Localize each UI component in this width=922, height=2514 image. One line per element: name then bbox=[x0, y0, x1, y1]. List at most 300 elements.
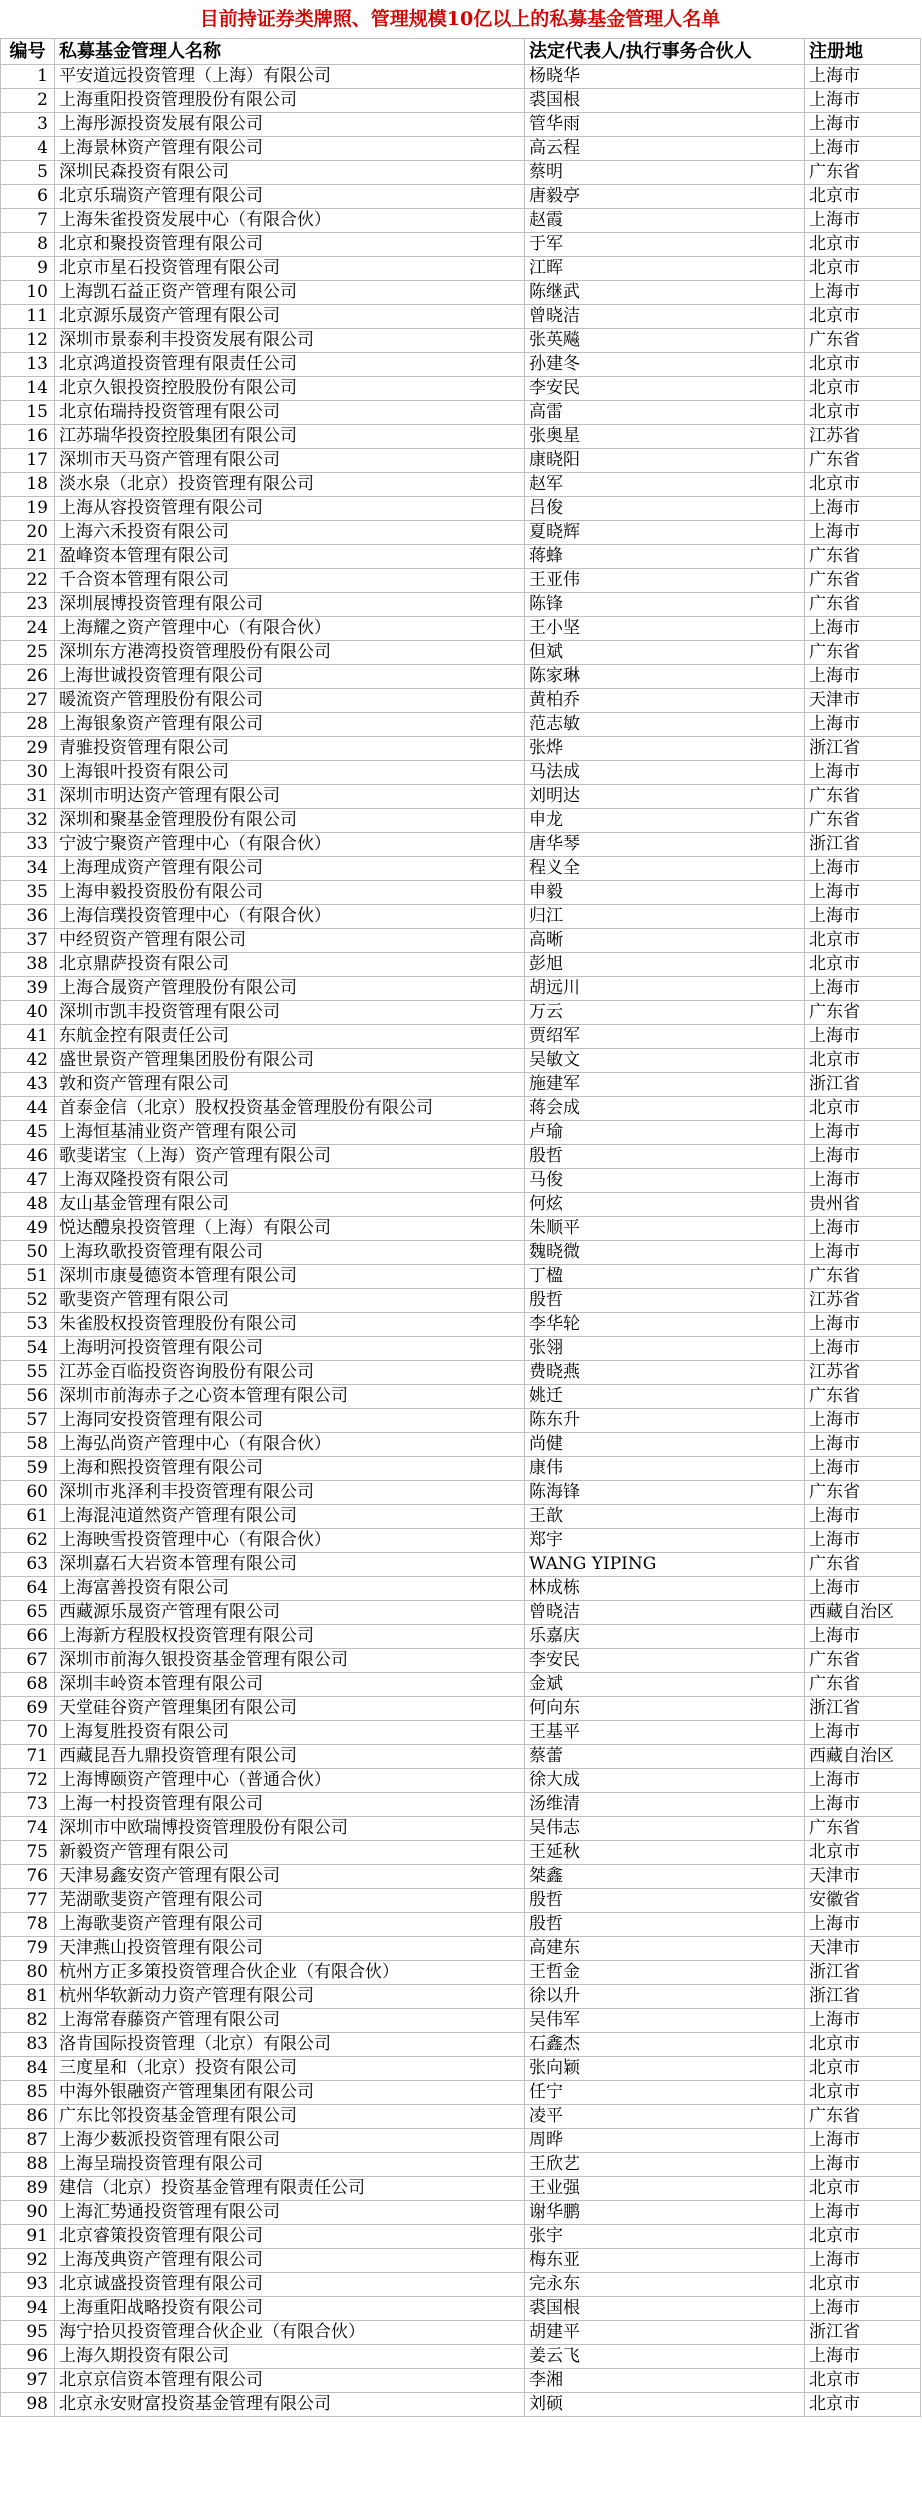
cell-manager-name: 西藏昆吾九鼎投资管理有限公司 bbox=[55, 1745, 525, 1769]
cell-manager-name: 上海映雪投资管理中心（有限合伙） bbox=[55, 1529, 525, 1553]
cell-number: 44 bbox=[1, 1097, 55, 1121]
cell-registration-place: 上海市 bbox=[805, 1625, 921, 1649]
cell-number: 62 bbox=[1, 1529, 55, 1553]
cell-legal-representative: 林成栋 bbox=[525, 1577, 805, 1601]
cell-manager-name: 深圳市中欧瑞博投资管理股份有限公司 bbox=[55, 1817, 525, 1841]
cell-number: 3 bbox=[1, 113, 55, 137]
cell-number: 98 bbox=[1, 2393, 55, 2417]
cell-manager-name: 天堂硅谷资产管理集团有限公司 bbox=[55, 1697, 525, 1721]
cell-number: 52 bbox=[1, 1289, 55, 1313]
cell-registration-place: 北京市 bbox=[805, 401, 921, 425]
cell-number: 9 bbox=[1, 257, 55, 281]
cell-legal-representative: 刘明达 bbox=[525, 785, 805, 809]
cell-registration-place: 北京市 bbox=[805, 953, 921, 977]
cell-manager-name: 深圳东方港湾投资管理股份有限公司 bbox=[55, 641, 525, 665]
table-row bbox=[1, 161, 921, 185]
table-row bbox=[1, 377, 921, 401]
cell-legal-representative: 王小坚 bbox=[525, 617, 805, 641]
table-row bbox=[1, 1073, 921, 1097]
cell-legal-representative: 高晰 bbox=[525, 929, 805, 953]
cell-manager-name: 上海歌斐资产管理有限公司 bbox=[55, 1913, 525, 1937]
cell-manager-name: 上海恒基浦业资产管理有限公司 bbox=[55, 1121, 525, 1145]
table-row bbox=[1, 1217, 921, 1241]
cell-manager-name: 上海朱雀投资发展中心（有限合伙） bbox=[55, 209, 525, 233]
table-row bbox=[1, 713, 921, 737]
cell-number: 50 bbox=[1, 1241, 55, 1265]
cell-manager-name: 江苏金百临投资咨询股份有限公司 bbox=[55, 1361, 525, 1385]
cell-number: 25 bbox=[1, 641, 55, 665]
table-row bbox=[1, 785, 921, 809]
table-row bbox=[1, 449, 921, 473]
cell-manager-name: 上海世诚投资管理有限公司 bbox=[55, 665, 525, 689]
table-row bbox=[1, 1649, 921, 1673]
cell-registration-place: 上海市 bbox=[805, 1169, 921, 1193]
cell-number: 29 bbox=[1, 737, 55, 761]
cell-legal-representative: 管华雨 bbox=[525, 113, 805, 137]
cell-manager-name: 上海富善投资有限公司 bbox=[55, 1577, 525, 1601]
cell-number: 5 bbox=[1, 161, 55, 185]
header-number: 编号 bbox=[1, 39, 55, 65]
cell-manager-name: 建信（北京）投资基金管理有限责任公司 bbox=[55, 2177, 525, 2201]
cell-legal-representative: 范志敏 bbox=[525, 713, 805, 737]
cell-number: 57 bbox=[1, 1409, 55, 1433]
cell-registration-place: 上海市 bbox=[805, 977, 921, 1001]
cell-legal-representative: 张向颖 bbox=[525, 2057, 805, 2081]
cell-legal-representative: 金斌 bbox=[525, 1673, 805, 1697]
table-row bbox=[1, 857, 921, 881]
sheet-title: 目前持证券类牌照、管理规模10亿以上的私募基金管理人名单 bbox=[199, 8, 721, 30]
cell-number: 70 bbox=[1, 1721, 55, 1745]
cell-number: 76 bbox=[1, 1865, 55, 1889]
cell-legal-representative: 高建东 bbox=[525, 1937, 805, 1961]
cell-registration-place: 北京市 bbox=[805, 1049, 921, 1073]
cell-registration-place: 浙江省 bbox=[805, 1985, 921, 2009]
cell-number: 95 bbox=[1, 2321, 55, 2345]
cell-registration-place: 上海市 bbox=[805, 761, 921, 785]
cell-registration-place: 北京市 bbox=[805, 305, 921, 329]
table-row bbox=[1, 1601, 921, 1625]
cell-number: 43 bbox=[1, 1073, 55, 1097]
cell-manager-name: 中海外银融资产管理集团有限公司 bbox=[55, 2081, 525, 2105]
table-row bbox=[1, 1289, 921, 1313]
cell-registration-place: 广东省 bbox=[805, 1817, 921, 1841]
cell-registration-place: 广东省 bbox=[805, 329, 921, 353]
cell-registration-place: 北京市 bbox=[805, 929, 921, 953]
cell-number: 37 bbox=[1, 929, 55, 953]
cell-registration-place: 广东省 bbox=[805, 809, 921, 833]
cell-manager-name: 东航金控有限责任公司 bbox=[55, 1025, 525, 1049]
table-row bbox=[1, 1505, 921, 1529]
cell-legal-representative: 姜云飞 bbox=[525, 2345, 805, 2369]
cell-registration-place: 上海市 bbox=[805, 1145, 921, 1169]
cell-legal-representative: 李华轮 bbox=[525, 1313, 805, 1337]
cell-registration-place: 上海市 bbox=[805, 1217, 921, 1241]
cell-legal-representative: 梅东亚 bbox=[525, 2249, 805, 2273]
cell-legal-representative: 杨晓华 bbox=[525, 65, 805, 89]
cell-manager-name: 深圳丰岭资本管理有限公司 bbox=[55, 1673, 525, 1697]
cell-number: 21 bbox=[1, 545, 55, 569]
cell-registration-place: 北京市 bbox=[805, 2273, 921, 2297]
cell-number: 33 bbox=[1, 833, 55, 857]
cell-number: 36 bbox=[1, 905, 55, 929]
cell-legal-representative: 郑宇 bbox=[525, 1529, 805, 1553]
cell-manager-name: 上海重阳投资管理股份有限公司 bbox=[55, 89, 525, 113]
cell-number: 84 bbox=[1, 2057, 55, 2081]
table-row bbox=[1, 1193, 921, 1217]
cell-number: 77 bbox=[1, 1889, 55, 1913]
cell-manager-name: 上海明河投资管理有限公司 bbox=[55, 1337, 525, 1361]
cell-legal-representative: 归江 bbox=[525, 905, 805, 929]
cell-registration-place: 上海市 bbox=[805, 1769, 921, 1793]
cell-number: 13 bbox=[1, 353, 55, 377]
cell-manager-name: 上海彤源投资发展有限公司 bbox=[55, 113, 525, 137]
cell-registration-place: 上海市 bbox=[805, 1913, 921, 1937]
table-row bbox=[1, 137, 921, 161]
cell-manager-name: 盛世景资产管理集团股份有限公司 bbox=[55, 1049, 525, 1073]
cell-legal-representative: 周晔 bbox=[525, 2129, 805, 2153]
cell-manager-name: 宁波宁聚资产管理中心（有限合伙） bbox=[55, 833, 525, 857]
cell-number: 72 bbox=[1, 1769, 55, 1793]
cell-registration-place: 上海市 bbox=[805, 497, 921, 521]
cell-registration-place: 上海市 bbox=[805, 857, 921, 881]
cell-manager-name: 中经贸资产管理有限公司 bbox=[55, 929, 525, 953]
cell-legal-representative: 高雷 bbox=[525, 401, 805, 425]
table-row bbox=[1, 1337, 921, 1361]
cell-manager-name: 北京久银投资控股股份有限公司 bbox=[55, 377, 525, 401]
cell-registration-place: 广东省 bbox=[805, 593, 921, 617]
table-row bbox=[1, 1241, 921, 1265]
cell-legal-representative: 张英飚 bbox=[525, 329, 805, 353]
cell-number: 61 bbox=[1, 1505, 55, 1529]
cell-manager-name: 歌斐诺宝（上海）资产管理有限公司 bbox=[55, 1145, 525, 1169]
cell-registration-place: 上海市 bbox=[805, 521, 921, 545]
cell-registration-place: 江苏省 bbox=[805, 1289, 921, 1313]
cell-registration-place: 安徽省 bbox=[805, 1889, 921, 1913]
cell-registration-place: 广东省 bbox=[805, 161, 921, 185]
cell-manager-name: 上海汇势通投资管理有限公司 bbox=[55, 2201, 525, 2225]
cell-legal-representative: 丁楹 bbox=[525, 1265, 805, 1289]
cell-manager-name: 北京市星石投资管理有限公司 bbox=[55, 257, 525, 281]
cell-number: 93 bbox=[1, 2273, 55, 2297]
cell-number: 58 bbox=[1, 1433, 55, 1457]
cell-manager-name: 北京诚盛投资管理有限公司 bbox=[55, 2273, 525, 2297]
cell-registration-place: 上海市 bbox=[805, 1241, 921, 1265]
table-row bbox=[1, 1529, 921, 1553]
table-row bbox=[1, 1169, 921, 1193]
cell-manager-name: 上海少薮派投资管理有限公司 bbox=[55, 2129, 525, 2153]
table-row bbox=[1, 1025, 921, 1049]
cell-registration-place: 上海市 bbox=[805, 1025, 921, 1049]
cell-legal-representative: 夏晓辉 bbox=[525, 521, 805, 545]
cell-number: 91 bbox=[1, 2225, 55, 2249]
cell-legal-representative: 完永东 bbox=[525, 2273, 805, 2297]
cell-manager-name: 北京鸿道投资管理有限责任公司 bbox=[55, 353, 525, 377]
cell-registration-place: 北京市 bbox=[805, 233, 921, 257]
cell-registration-place: 广东省 bbox=[805, 1481, 921, 1505]
table-row bbox=[1, 1625, 921, 1649]
table-row bbox=[1, 2321, 921, 2345]
cell-registration-place: 上海市 bbox=[805, 1433, 921, 1457]
cell-legal-representative: 李湘 bbox=[525, 2369, 805, 2393]
cell-number: 39 bbox=[1, 977, 55, 1001]
cell-number: 6 bbox=[1, 185, 55, 209]
cell-registration-place: 上海市 bbox=[805, 713, 921, 737]
cell-number: 68 bbox=[1, 1673, 55, 1697]
table-row bbox=[1, 1721, 921, 1745]
table-row bbox=[1, 2057, 921, 2081]
cell-registration-place: 上海市 bbox=[805, 881, 921, 905]
cell-number: 56 bbox=[1, 1385, 55, 1409]
cell-manager-name: 深圳市天马资产管理有限公司 bbox=[55, 449, 525, 473]
cell-manager-name: 上海双隆投资有限公司 bbox=[55, 1169, 525, 1193]
table-row bbox=[1, 881, 921, 905]
cell-registration-place: 天津市 bbox=[805, 1865, 921, 1889]
table-row bbox=[1, 953, 921, 977]
cell-legal-representative: 陈锋 bbox=[525, 593, 805, 617]
cell-registration-place: 浙江省 bbox=[805, 737, 921, 761]
cell-registration-place: 北京市 bbox=[805, 2081, 921, 2105]
cell-manager-name: 新毅资产管理有限公司 bbox=[55, 1841, 525, 1865]
cell-legal-representative: 万云 bbox=[525, 1001, 805, 1025]
cell-legal-representative: 裘国根 bbox=[525, 2297, 805, 2321]
table-row bbox=[1, 929, 921, 953]
table-row bbox=[1, 2225, 921, 2249]
cell-manager-name: 上海玖歌投资管理有限公司 bbox=[55, 1241, 525, 1265]
cell-number: 34 bbox=[1, 857, 55, 881]
cell-manager-name: 北京京信资本管理有限公司 bbox=[55, 2369, 525, 2393]
cell-manager-name: 深圳市前海赤子之心资本管理有限公司 bbox=[55, 1385, 525, 1409]
cell-legal-representative: 申龙 bbox=[525, 809, 805, 833]
table-row bbox=[1, 905, 921, 929]
cell-manager-name: 北京佑瑞持投资管理有限公司 bbox=[55, 401, 525, 425]
cell-registration-place: 北京市 bbox=[805, 2057, 921, 2081]
cell-legal-representative: 王欣艺 bbox=[525, 2153, 805, 2177]
cell-number: 73 bbox=[1, 1793, 55, 1817]
cell-number: 74 bbox=[1, 1817, 55, 1841]
cell-registration-place: 广东省 bbox=[805, 1649, 921, 1673]
cell-registration-place: 浙江省 bbox=[805, 1697, 921, 1721]
cell-number: 26 bbox=[1, 665, 55, 689]
cell-number: 55 bbox=[1, 1361, 55, 1385]
cell-number: 90 bbox=[1, 2201, 55, 2225]
cell-manager-name: 江苏瑞华投资控股集团有限公司 bbox=[55, 425, 525, 449]
cell-registration-place: 上海市 bbox=[805, 1337, 921, 1361]
cell-number: 8 bbox=[1, 233, 55, 257]
cell-legal-representative: 蔡明 bbox=[525, 161, 805, 185]
cell-legal-representative: 曾晓洁 bbox=[525, 1601, 805, 1625]
cell-legal-representative: 王业强 bbox=[525, 2177, 805, 2201]
cell-manager-name: 上海混沌道然资产管理有限公司 bbox=[55, 1505, 525, 1529]
cell-number: 96 bbox=[1, 2345, 55, 2369]
table-row bbox=[1, 593, 921, 617]
cell-legal-representative: 王延秋 bbox=[525, 1841, 805, 1865]
cell-registration-place: 广东省 bbox=[805, 2105, 921, 2129]
cell-manager-name: 深圳展博投资管理有限公司 bbox=[55, 593, 525, 617]
cell-registration-place: 北京市 bbox=[805, 1841, 921, 1865]
cell-legal-representative: 王哲金 bbox=[525, 1961, 805, 1985]
cell-number: 78 bbox=[1, 1913, 55, 1937]
cell-manager-name: 上海申毅投资股份有限公司 bbox=[55, 881, 525, 905]
cell-legal-representative: 赵军 bbox=[525, 473, 805, 497]
cell-legal-representative: 江晖 bbox=[525, 257, 805, 281]
cell-registration-place: 天津市 bbox=[805, 689, 921, 713]
cell-legal-representative: 但斌 bbox=[525, 641, 805, 665]
cell-number: 83 bbox=[1, 2033, 55, 2057]
table-row bbox=[1, 1865, 921, 1889]
cell-number: 18 bbox=[1, 473, 55, 497]
cell-legal-representative: 陈家琳 bbox=[525, 665, 805, 689]
cell-registration-place: 广东省 bbox=[805, 641, 921, 665]
table-row bbox=[1, 2033, 921, 2057]
table-row bbox=[1, 2369, 921, 2393]
table-row bbox=[1, 1049, 921, 1073]
cell-manager-name: 友山基金管理有限公司 bbox=[55, 1193, 525, 1217]
cell-legal-representative: 胡远川 bbox=[525, 977, 805, 1001]
cell-legal-representative: 谢华鹏 bbox=[525, 2201, 805, 2225]
cell-legal-representative: 唐华琴 bbox=[525, 833, 805, 857]
table-row bbox=[1, 809, 921, 833]
cell-number: 7 bbox=[1, 209, 55, 233]
cell-manager-name: 深圳市凯丰投资管理有限公司 bbox=[55, 1001, 525, 1025]
table-row bbox=[1, 1553, 921, 1577]
cell-registration-place: 上海市 bbox=[805, 665, 921, 689]
cell-registration-place: 广东省 bbox=[805, 569, 921, 593]
cell-registration-place: 上海市 bbox=[805, 1313, 921, 1337]
cell-legal-representative: 尚健 bbox=[525, 1433, 805, 1457]
cell-legal-representative: 贾绍军 bbox=[525, 1025, 805, 1049]
cell-number: 88 bbox=[1, 2153, 55, 2177]
table-row bbox=[1, 1457, 921, 1481]
cell-number: 65 bbox=[1, 1601, 55, 1625]
cell-manager-name: 上海合晟资产管理股份有限公司 bbox=[55, 977, 525, 1001]
cell-registration-place: 上海市 bbox=[805, 617, 921, 641]
cell-number: 4 bbox=[1, 137, 55, 161]
cell-manager-name: 深圳市康曼德资本管理有限公司 bbox=[55, 1265, 525, 1289]
cell-registration-place: 上海市 bbox=[805, 1409, 921, 1433]
cell-legal-representative: 石鑫杰 bbox=[525, 2033, 805, 2057]
cell-registration-place: 上海市 bbox=[805, 2297, 921, 2321]
cell-registration-place: 上海市 bbox=[805, 113, 921, 137]
table-row bbox=[1, 833, 921, 857]
table-row bbox=[1, 1817, 921, 1841]
cell-manager-name: 广东比邻投资基金管理有限公司 bbox=[55, 2105, 525, 2129]
cell-legal-representative: 殷哲 bbox=[525, 1145, 805, 1169]
cell-manager-name: 天津燕山投资管理有限公司 bbox=[55, 1937, 525, 1961]
cell-registration-place: 上海市 bbox=[805, 1529, 921, 1553]
table-row bbox=[1, 1121, 921, 1145]
cell-number: 14 bbox=[1, 377, 55, 401]
cell-legal-representative: 魏晓微 bbox=[525, 1241, 805, 1265]
cell-registration-place: 贵州省 bbox=[805, 1193, 921, 1217]
cell-legal-representative: 桀鑫 bbox=[525, 1865, 805, 1889]
cell-manager-name: 洛肯国际投资管理（北京）有限公司 bbox=[55, 2033, 525, 2057]
cell-number: 30 bbox=[1, 761, 55, 785]
cell-manager-name: 北京和聚投资管理有限公司 bbox=[55, 233, 525, 257]
cell-legal-representative: 王歆 bbox=[525, 1505, 805, 1529]
cell-registration-place: 广东省 bbox=[805, 1553, 921, 1577]
cell-registration-place: 上海市 bbox=[805, 281, 921, 305]
cell-number: 41 bbox=[1, 1025, 55, 1049]
cell-number: 54 bbox=[1, 1337, 55, 1361]
cell-legal-representative: 任宁 bbox=[525, 2081, 805, 2105]
table-row bbox=[1, 2009, 921, 2033]
cell-number: 66 bbox=[1, 1625, 55, 1649]
cell-manager-name: 上海景林资产管理有限公司 bbox=[55, 137, 525, 161]
cell-legal-representative: 程义全 bbox=[525, 857, 805, 881]
cell-manager-name: 青骓投资管理有限公司 bbox=[55, 737, 525, 761]
table-row bbox=[1, 1265, 921, 1289]
cell-manager-name: 暖流资产管理股份有限公司 bbox=[55, 689, 525, 713]
cell-manager-name: 敦和资产管理有限公司 bbox=[55, 1073, 525, 1097]
cell-number: 27 bbox=[1, 689, 55, 713]
cell-registration-place: 上海市 bbox=[805, 2201, 921, 2225]
cell-manager-name: 上海耀之资产管理中心（有限合伙） bbox=[55, 617, 525, 641]
cell-legal-representative: 蔡蕾 bbox=[525, 1745, 805, 1769]
cell-number: 11 bbox=[1, 305, 55, 329]
table-row bbox=[1, 761, 921, 785]
table-row bbox=[1, 1433, 921, 1457]
cell-registration-place: 上海市 bbox=[805, 1793, 921, 1817]
cell-registration-place: 北京市 bbox=[805, 377, 921, 401]
cell-manager-name: 芜湖歌斐资产管理有限公司 bbox=[55, 1889, 525, 1913]
cell-manager-name: 上海一村投资管理有限公司 bbox=[55, 1793, 525, 1817]
cell-registration-place: 上海市 bbox=[805, 1721, 921, 1745]
cell-manager-name: 上海信璞投资管理中心（有限合伙） bbox=[55, 905, 525, 929]
cell-manager-name: 深圳和聚基金管理股份有限公司 bbox=[55, 809, 525, 833]
cell-legal-representative: 申毅 bbox=[525, 881, 805, 905]
table-row bbox=[1, 2153, 921, 2177]
cell-number: 81 bbox=[1, 1985, 55, 2009]
cell-manager-name: 三度星和（北京）投资有限公司 bbox=[55, 2057, 525, 2081]
table-row bbox=[1, 353, 921, 377]
cell-manager-name: 上海久期投资有限公司 bbox=[55, 2345, 525, 2369]
cell-registration-place: 江苏省 bbox=[805, 425, 921, 449]
cell-number: 35 bbox=[1, 881, 55, 905]
table-row bbox=[1, 497, 921, 521]
cell-registration-place: 北京市 bbox=[805, 1097, 921, 1121]
cell-number: 69 bbox=[1, 1697, 55, 1721]
cell-manager-name: 上海茂典资产管理有限公司 bbox=[55, 2249, 525, 2273]
cell-registration-place: 北京市 bbox=[805, 2369, 921, 2393]
cell-legal-representative: 姚迁 bbox=[525, 1385, 805, 1409]
cell-number: 75 bbox=[1, 1841, 55, 1865]
cell-number: 2 bbox=[1, 89, 55, 113]
cell-number: 47 bbox=[1, 1169, 55, 1193]
cell-legal-representative: 殷哲 bbox=[525, 1913, 805, 1937]
cell-legal-representative: 蒋蜂 bbox=[525, 545, 805, 569]
cell-legal-representative: 李安民 bbox=[525, 377, 805, 401]
cell-legal-representative: WANG YIPING bbox=[525, 1553, 805, 1577]
table-row bbox=[1, 1769, 921, 1793]
cell-manager-name: 上海理成资产管理有限公司 bbox=[55, 857, 525, 881]
cell-legal-representative: 吴敏文 bbox=[525, 1049, 805, 1073]
table-row bbox=[1, 1793, 921, 1817]
table-row bbox=[1, 2273, 921, 2297]
table-row bbox=[1, 1673, 921, 1697]
cell-legal-representative: 康晓阳 bbox=[525, 449, 805, 473]
cell-legal-representative: 徐大成 bbox=[525, 1769, 805, 1793]
cell-number: 53 bbox=[1, 1313, 55, 1337]
table-row bbox=[1, 1913, 921, 1937]
cell-number: 42 bbox=[1, 1049, 55, 1073]
cell-manager-name: 上海常春藤资产管理有限公司 bbox=[55, 2009, 525, 2033]
header-manager-name: 私募基金管理人名称 bbox=[55, 39, 525, 65]
cell-registration-place: 上海市 bbox=[805, 1121, 921, 1145]
cell-legal-representative: 孙建冬 bbox=[525, 353, 805, 377]
cell-registration-place: 上海市 bbox=[805, 2153, 921, 2177]
cell-manager-name: 上海凯石益正资产管理有限公司 bbox=[55, 281, 525, 305]
cell-registration-place: 上海市 bbox=[805, 2345, 921, 2369]
